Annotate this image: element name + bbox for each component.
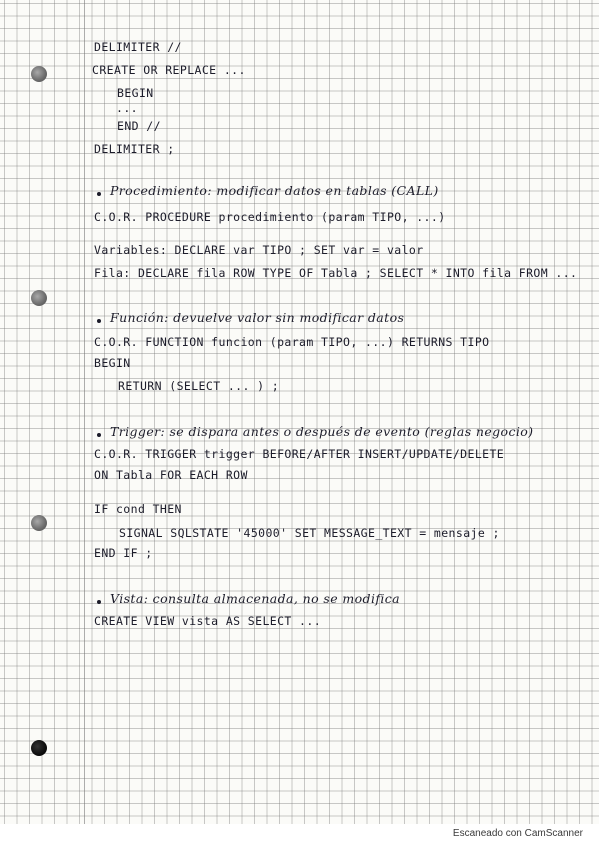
return-line: RETURN (SELECT ... ) ; [118, 379, 280, 393]
funcion-syntax: C.O.R. FUNCTION funcion (param TIPO, ...) RETURNS TIPO [94, 335, 490, 349]
punch-hole [31, 740, 47, 756]
vista-heading: Vista: consulta almacenada, no se modifica [110, 591, 401, 606]
punch-hole [31, 515, 47, 531]
ellipsis-line: ... [116, 101, 138, 115]
trigger-syntax: C.O.R. TRIGGER trigger BEFORE/AFTER INSERT/UPDATE/DELETE [94, 447, 505, 461]
funcion-heading: Función: devuelve valor sin modificar datos [110, 310, 405, 325]
bullet [97, 192, 101, 196]
delimiter-reset-line: DELIMITER ; [94, 142, 175, 156]
trigger-heading: Trigger: se dispara antes o después de evento (reglas negocio) [110, 424, 534, 439]
bullet [97, 319, 101, 323]
margin-line [84, 0, 85, 824]
bullet [97, 600, 101, 604]
variables-line: Variables: DECLARE var TIPO ; SET var = valor [94, 243, 424, 257]
end-line: END // [117, 119, 161, 133]
vista-syntax: CREATE VIEW vista AS SELECT ... [94, 614, 322, 628]
on-table-line: ON Tabla FOR EACH ROW [94, 468, 248, 482]
begin-line: BEGIN [117, 86, 154, 100]
if-line: IF cond THEN [94, 502, 182, 516]
funcion-begin-line: BEGIN [94, 356, 131, 370]
procedimiento-syntax: C.O.R. PROCEDURE procedimiento (param TIPO, ...) [94, 210, 446, 224]
punch-hole [31, 290, 47, 306]
scanner-watermark: Escaneado con CamScanner [452, 828, 583, 839]
punch-hole [31, 66, 47, 82]
delimiter-line: DELIMITER // [94, 40, 182, 54]
create-or-replace-line: CREATE OR REPLACE ... [92, 63, 246, 77]
fila-line: Fila: DECLARE fila ROW TYPE OF Tabla ; SELECT * INTO fila FROM ... [94, 266, 578, 280]
end-if-line: END IF ; [94, 546, 153, 560]
signal-line: SIGNAL SQLSTATE '45000' SET MESSAGE_TEXT = mensaje ; [119, 526, 500, 540]
bullet [97, 433, 101, 437]
procedimiento-heading: Procedimiento: modificar datos en tablas (CALL) [110, 183, 439, 198]
